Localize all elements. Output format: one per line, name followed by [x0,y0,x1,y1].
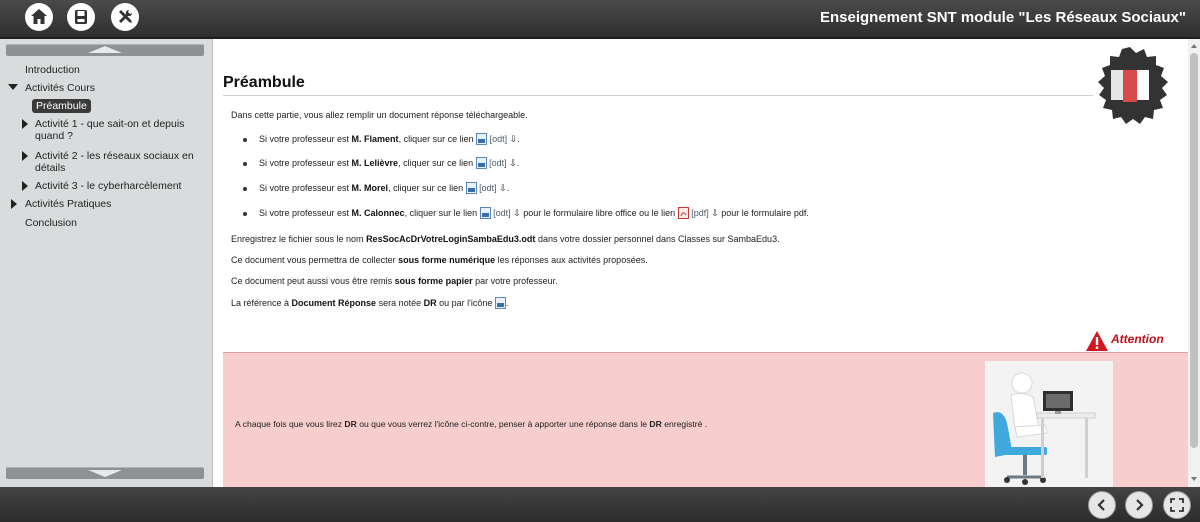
download-icon[interactable]: ⇩ [711,208,719,218]
sidebar-item-label: Préambule [32,99,91,113]
collect-text [231,255,648,265]
sidebar-item-activites-cours[interactable] [8,82,208,94]
sidebar-item-label: Introduction [25,64,80,76]
intro-text: Dans cette partie, vous allez remplir un document réponse téléchargeable. [231,110,528,120]
bullet-prefix: Si votre professeur est [259,134,352,144]
dr-document-icon [495,297,506,309]
odt-file-icon[interactable] [480,207,491,219]
paper-bold: sous forme papier [394,276,473,286]
title-divider [223,95,1093,96]
scroll-thumb[interactable] [1190,53,1198,448]
content-pane [213,39,1188,487]
teacher-name: M. Flament [351,134,399,144]
sidebar-scroll-down[interactable] [6,467,204,479]
odt-file-icon[interactable] [476,157,487,169]
sidebar-item-introduction[interactable] [25,64,80,76]
bullet-suffix: , cliquer sur le lien [404,208,478,218]
reference-text [231,297,508,309]
attention-mid: ou que vous verrez l'icône ci-contre, penser à apporter une réponse dans le [356,419,650,429]
sidebar-item-label: Activité 3 - le cyberharcèlement [35,180,182,192]
odt-link[interactable]: [odt] [489,158,507,168]
next-icon [1131,497,1147,513]
bullet-suffix: , cliquer sur ce lien [398,158,474,168]
pdf-link[interactable]: [pdf] [691,208,709,218]
save-instruction [231,234,780,244]
ref-prefix: La référence à [231,298,292,308]
pdf-file-icon[interactable] [678,207,689,219]
next-button[interactable] [1125,491,1153,519]
book-badge-icon [1089,45,1171,127]
previous-button[interactable] [1088,491,1116,519]
warning-icon [1085,330,1109,352]
bullet-item [259,157,519,169]
scroll-up-arrow-icon[interactable] [1191,44,1197,48]
sidebar-item-label: Activité 2 - les réseaux sociaux en détails [35,150,194,174]
bullet-dot [243,212,247,216]
ref-suffix: ou par l'icône [436,298,493,308]
save-icon [71,7,91,27]
attention-header [1083,330,1173,350]
odt-link[interactable]: [odt] [489,134,508,144]
bullet-mid: pour le formulaire libre office ou le lien [523,208,676,218]
bullet-item [259,207,809,219]
attention-text [235,419,707,429]
home-button[interactable] [25,3,53,31]
collect-bold: sous forme numérique [398,255,496,265]
fullscreen-button[interactable] [1163,491,1191,519]
sidebar-item-label: Activités Pratiques [25,198,112,210]
bullet-item [259,133,520,145]
collect-suffix: les réponses aux activités proposées. [495,255,648,265]
save-suffix: dans votre dossier personnel dans Classes sur SambaEdu3. [535,234,780,244]
download-icon[interactable]: ⇩ [509,134,518,144]
person-at-desk-illustration [985,361,1113,487]
paper-suffix: par votre professeur. [472,276,558,286]
odt-file-icon[interactable] [476,133,487,145]
chevron-down-icon [8,84,18,90]
tools-icon [115,7,135,27]
sidebar-item-preambule[interactable] [32,99,91,113]
attention-suffix: enregistré . [661,419,708,429]
download-icon[interactable]: ⇩ [499,183,507,193]
sidebar-item-activites-pratiques[interactable] [11,198,206,210]
attention-prefix: A chaque fois que vous lirez [235,419,345,429]
sidebar-scroll-up[interactable] [6,44,204,56]
bullet-item [259,182,509,194]
attention-box [223,352,1188,487]
chevron-down-icon [88,470,122,477]
bullet-end: pour le formulaire pdf. [721,208,809,218]
bullet-prefix: Si votre professeur est [259,183,352,193]
file-name: ResSocAcDrVotreLoginSambaEdu3.odt [366,234,536,244]
sidebar-item-activite-3[interactable] [22,180,202,192]
app-title: Enseignement SNT module "Les Réseaux Sociaux" [820,9,1186,26]
content-scrollbar[interactable] [1188,39,1200,487]
odt-link[interactable]: [odt] [479,183,497,193]
attention-dr: DR [344,419,357,429]
ref-bold: Document Réponse [291,298,377,308]
previous-icon [1094,497,1110,513]
teacher-name: M. Morel [351,183,389,193]
bullet-prefix: Si votre professeur est [259,208,352,218]
teacher-name: M. Lelièvre [351,158,399,168]
bullet-dot [243,162,247,166]
save-button[interactable] [67,3,95,31]
sidebar-item-activite-1[interactable] [22,118,202,142]
bullet-suffix: , cliquer sur ce lien [398,134,474,144]
sidebar [0,39,213,487]
bullet-prefix: Si votre professeur est [259,158,352,168]
odt-link[interactable]: [odt] [493,208,511,218]
collect-prefix: Ce document vous permettra de collecter [231,255,399,265]
tools-button[interactable] [111,3,139,31]
home-icon [29,7,49,27]
sidebar-item-activite-2[interactable] [22,150,202,174]
bullet-dot [243,187,247,191]
sidebar-item-conclusion[interactable] [25,217,77,229]
chevron-right-icon [11,199,17,209]
bullet-end: . [506,183,510,193]
bottom-bar [0,487,1200,522]
download-icon[interactable]: ⇩ [513,208,521,218]
attention-label: Attention [1111,332,1164,346]
sidebar-item-label: Activités Cours [25,82,96,94]
sidebar-item-label: Activité 1 - que sait-on et depuis quand ? [35,118,185,142]
chevron-right-icon [22,119,28,129]
ref-end: . [505,298,509,308]
chevron-right-icon [22,151,28,161]
fullscreen-icon [1169,497,1185,513]
ref-dr: DR [423,298,437,308]
paper-prefix: Ce document peut aussi vous être remis [231,276,395,286]
top-bar [0,0,1200,39]
attention-dr-2: DR [649,419,662,429]
odt-file-icon[interactable] [466,182,477,194]
scroll-down-arrow-icon[interactable] [1191,477,1197,481]
bullet-end: . [517,134,520,144]
download-icon[interactable]: ⇩ [509,158,517,168]
bullet-end: . [516,158,520,168]
teacher-name: M. Calonnec [351,208,405,218]
chevron-right-icon [22,181,28,191]
sidebar-item-label: Conclusion [25,217,77,229]
save-prefix: Enregistrez le fichier sous le nom [231,234,367,244]
page-title: Préambule [223,74,305,91]
ref-mid: sera notée [376,298,424,308]
bullet-suffix: , cliquer sur ce lien [388,183,464,193]
bullet-dot [243,138,247,142]
paper-text [231,276,558,286]
chevron-up-icon [88,46,122,53]
